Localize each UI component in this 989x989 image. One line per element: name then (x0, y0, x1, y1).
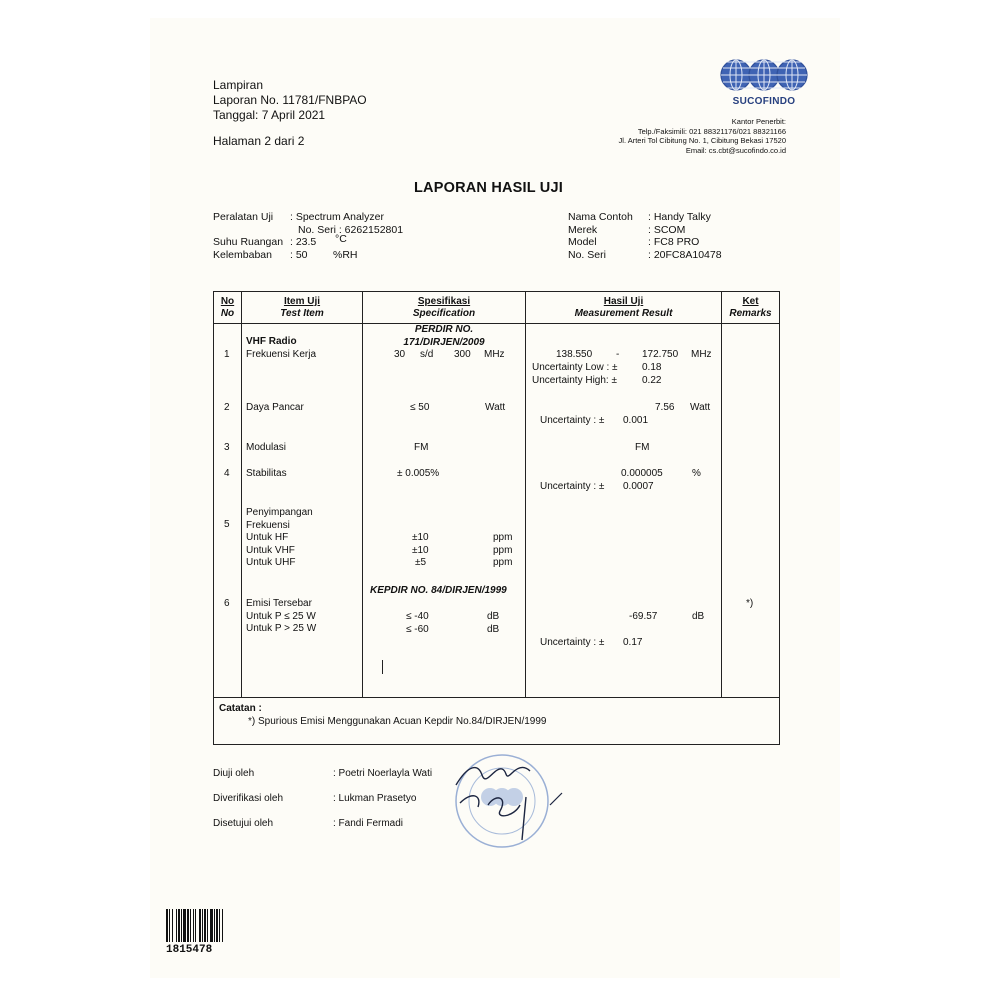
signature-role: Disetujui oleh (213, 818, 274, 829)
office-label: Kantor Penerbit: (731, 117, 786, 126)
header-line: Lampiran (213, 78, 264, 92)
report-header (213, 78, 367, 123)
spec-value: ≤ -40 (406, 611, 429, 622)
standard-perdir: PERDIR NO. 171/DIRJEN/2009 (403, 324, 485, 348)
result-unit: MHz (691, 349, 712, 360)
brand-label: Merek (568, 223, 598, 236)
alat-value: : Spectrum Analyzer (290, 211, 384, 223)
remark-marker: *) (746, 598, 754, 609)
row-no: 4 (224, 468, 230, 479)
lembab-unit: %RH (333, 248, 358, 261)
row-item: Daya Pancar (246, 402, 304, 413)
row-no: 5 (224, 519, 230, 530)
result-value: -69.57 (629, 611, 658, 622)
result-unit: % (692, 468, 701, 479)
spec-unit: dB (487, 624, 500, 635)
suhu-value: : 23.5 (290, 236, 317, 248)
uncertainty-label: Uncertainty High: ± (532, 375, 617, 386)
barcode-icon (166, 909, 248, 942)
header-line: Tanggal: 7 April 2021 (213, 108, 326, 122)
uncertainty-value: 0.17 (623, 637, 643, 648)
serial-label: No. Seri (568, 248, 606, 261)
office-phone: Telp./Faksimili: 021 88321176/021 88321166 (637, 126, 786, 136)
lembab-value: : 50 (290, 248, 308, 261)
spec-value: ±10 (412, 545, 429, 556)
result-value: 172.750 (642, 349, 679, 360)
uncertainty-value: 0.18 (642, 362, 662, 373)
row-item: Emisi Tersebar Untuk P ≤ 25 W Untuk P > 25 W (246, 598, 317, 634)
spec-unit: ppm (493, 532, 513, 543)
uncertainty-value: 0.001 (623, 415, 649, 426)
logo-text: SUCOFINDO (732, 96, 796, 107)
note-text: *) Spurious Emisi Menggunakan Acuan Kepdir No.84/DIRJEN/1999 (248, 716, 547, 727)
alat-label: Peralatan Uji (213, 211, 274, 223)
barcode-number: 1815478 (166, 944, 213, 956)
lembab-label: Kelembaban (213, 248, 272, 261)
uncertainty-label: Uncertainty : ± (540, 637, 605, 648)
office-address (619, 117, 786, 155)
spec-value: ±5 (415, 557, 427, 568)
alat-serial: No. Seri : 6262152801 (298, 223, 404, 236)
office-email: Email: cs.cbt@sucofindo.co.id (685, 145, 786, 155)
office-street: Jl. Arteri Tol Cibitung No. 1, Cibitung Bekasi 17520 (618, 136, 786, 145)
result-value: FM (635, 442, 650, 453)
signature-role: Diverifikasi oleh (213, 793, 284, 804)
row-no: 1 (224, 349, 230, 360)
info-right (568, 211, 722, 261)
header-line: Laporan No. 11781/FNBPAO (213, 93, 367, 107)
row-no: 3 (224, 442, 230, 453)
header-remarks: Ket Remarks (729, 296, 772, 319)
header-spec: Spesifikasi Specification (412, 296, 476, 319)
model-value: : FC8 PRO (648, 236, 700, 248)
info-left (213, 211, 404, 261)
result-unit: Watt (690, 402, 711, 413)
uncertainty-value: 0.0007 (623, 481, 654, 492)
spec-value: ±10 (412, 532, 429, 543)
page-number: Halaman 2 dari 2 (213, 134, 305, 148)
header-no: No No (220, 296, 235, 319)
sucofindo-logo (718, 56, 810, 108)
official-stamp-icon (438, 745, 573, 860)
notes-label: Catatan : (219, 703, 262, 714)
spec-value: s/d (420, 349, 434, 360)
spec-value: ≤ -60 (406, 624, 429, 635)
spec-value: ± 0.005% (397, 468, 440, 479)
row-item: Stabilitas (246, 468, 287, 479)
result-value: 0.000005 (621, 468, 663, 479)
sample-name-label: Nama Contoh (568, 211, 633, 223)
header-result: Hasil Uji Measurement Result (574, 296, 673, 319)
spec-value: 300 (454, 349, 471, 360)
serial-value: : 20FC8A10478 (648, 248, 722, 261)
result-value: 7.56 (655, 402, 675, 413)
brand-value: : SCOM (648, 223, 686, 236)
spec-unit: ppm (493, 557, 513, 568)
header-item: Item Uji Test Item (280, 296, 324, 319)
suhu-label: Suhu Ruangan (213, 236, 284, 248)
stray-mark (382, 660, 383, 674)
spec-unit: ppm (493, 545, 513, 556)
uncertainty-label: Uncertainty : ± (540, 481, 605, 492)
standard-kepdir: KEPDIR NO. 84/DIRJEN/1999 (370, 585, 507, 596)
result-unit: dB (692, 611, 705, 622)
result-value: - (616, 349, 620, 360)
results-table (213, 291, 780, 745)
globe-logo-icon (718, 56, 810, 96)
model-label: Model (568, 236, 597, 248)
signature-name: : Lukman Prasetyo (333, 793, 417, 804)
row-no: 2 (224, 402, 230, 413)
signature-name: : Fandi Fermadi (333, 818, 404, 829)
row-item: Modulasi (246, 442, 287, 453)
section-vhf-radio: VHF Radio (246, 336, 297, 347)
report-title: LAPORAN HASIL UJI (414, 180, 563, 196)
row-no: 6 (224, 598, 230, 609)
suhu-unit: °C (335, 233, 347, 245)
row-item: Frekuensi Kerja (246, 349, 317, 360)
spec-unit: dB (487, 611, 500, 622)
result-value: 138.550 (556, 349, 593, 360)
signature-role: Diuji oleh (213, 768, 255, 779)
uncertainty-value: 0.22 (642, 375, 662, 386)
spec-value: FM (414, 442, 429, 453)
uncertainty-label: Uncertainty : ± (540, 415, 605, 426)
uncertainty-label: Uncertainty Low : ± (532, 362, 618, 373)
sample-name-value: : Handy Talky (648, 211, 711, 223)
signature-name: : Poetri Noerlayla Wati (333, 768, 433, 779)
spec-value: ≤ 50 (410, 402, 430, 413)
spec-value: 30 (394, 349, 406, 360)
spec-unit: Watt (485, 402, 506, 413)
spec-unit: MHz (484, 349, 505, 360)
row-item: Penyimpangan Frekuensi Untuk HF Untuk VHF Untuk UHF (246, 507, 313, 568)
